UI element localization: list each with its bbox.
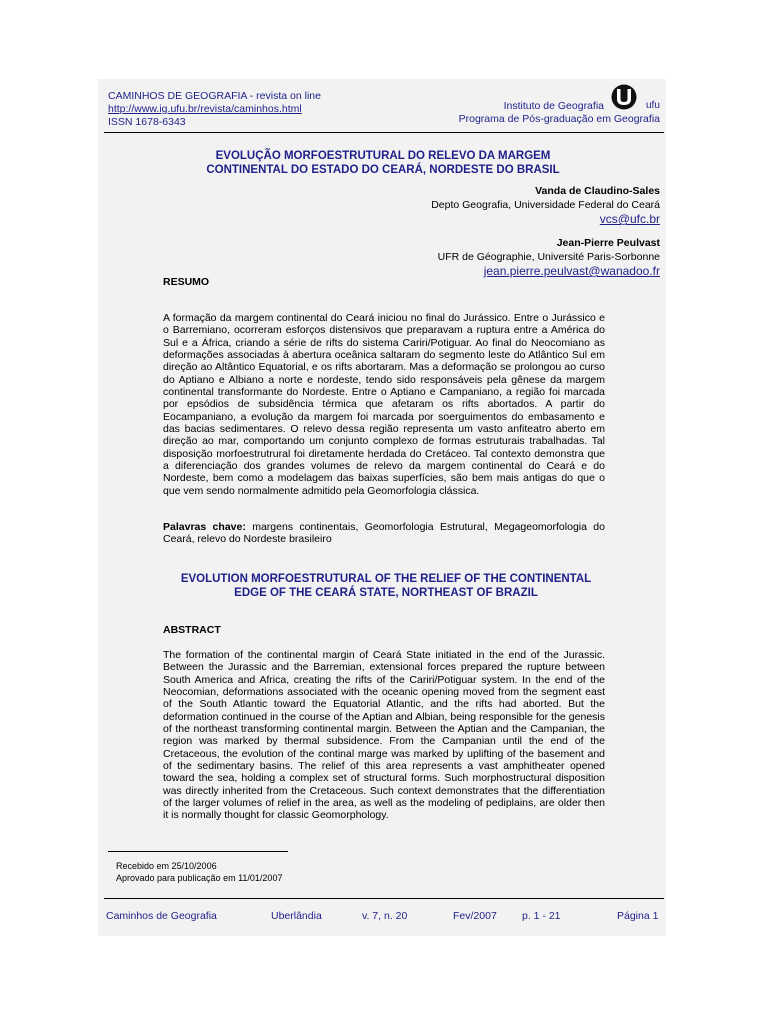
- footer-journal: Caminhos de Geografia: [106, 910, 217, 922]
- article-title-en: [160, 572, 612, 600]
- resumo-text: A formação da margem continental do Ceará iniciou no final do Jurássico. Entre o Jurássico e o Barremiano, ocorreram esforços distensivos que preparavam a ruptura entre a América do Sul e a África, criando a série de rifts do sistema Cariri/Potiguar. Ao final do Neocomiano as deformações associadas à abertura oceânica saltaram do segmento leste do Atlântico Sul em direção ao Altântico Equatorial, e os rifts abortaram. Mas a deformação se prolongou ao curso do Aptiano e Albiano a norte e nordeste, tendo sido responsáveis pela gênese da margem continental transformante do Nordeste. Entre o Aptiano e Campaniano, a região foi marcada por epsódios de subsidência térmica que afetaram os rifts abortados. A partir do Eocampaniano, a evolução da margem foi marcada por soerguimentos do embasamento e das bacias sedimentares. O relevo dessa região representa um vasto anfiteatro aberto em direção ao mar, comportando um conjunto complexo de formas estruturais trabalhadas. Tal disposição morfoestrutrural foi diretamente herdada do Cretáceo. Tal contexto demonstra que a diferenciação dos grandes volumes de relevo da margem continental do Ceará e do Nordeste, bem como a modelagem das baixas superfícies, são bem mais antigas do que o que vem sendo normalmente admitido pela Geomorfologia clássica.: [163, 312, 605, 497]
- institute-name: Instituto de Geografia: [503, 100, 604, 112]
- title-pt-line-1: EVOLUÇÃO MORFOESTRUTURAL DO RELEVO DA MARGEM: [215, 150, 551, 162]
- author-1: [431, 185, 660, 227]
- author-name: Vanda de Claudino-Sales: [535, 185, 660, 197]
- program-name: Programa de Pós-graduação em Geografia: [458, 113, 660, 125]
- title-en-line-2: EDGE OF THE CEARÁ STATE, NORTHEAST OF BRAZIL: [234, 587, 538, 599]
- ufu-label: ufu: [646, 100, 660, 111]
- institute-header: [504, 100, 604, 113]
- keywords-text: margens continentais, Geomorfologia Estrutural, Megageomorfologia do Ceará, relevo do Nordeste brasileiro: [163, 521, 605, 546]
- received-date: Recebido em 25/10/2006: [116, 861, 217, 871]
- journal-name: CAMINHOS DE GEOGRAFIA - revista on line: [108, 90, 321, 102]
- title-en-line-1: EVOLUTION MORFOESTRUTURAL OF THE RELIEF OF THE CONTINENTAL: [180, 573, 592, 585]
- footer-city: Uberlândia: [271, 910, 322, 922]
- journal-header: [108, 90, 321, 129]
- resumo-heading: RESUMO: [163, 276, 210, 288]
- footer-volume: v. 7, n. 20: [362, 910, 408, 922]
- program-header: [459, 113, 660, 126]
- author-affiliation: UFR de Géographie, Université Paris-Sorbonne: [437, 251, 660, 263]
- title-pt-line-2: CONTINENTAL DO ESTADO DO CEARÁ, NORDESTE DO BRASIL: [206, 164, 560, 176]
- author-email-link[interactable]: jean.pierre.peulvast@wanadoo.fr: [483, 264, 660, 278]
- footer-pages: p. 1 - 21: [522, 910, 561, 922]
- author-email-link[interactable]: vcs@ufc.br: [599, 212, 660, 226]
- journal-url-link[interactable]: http://www.ig.ufu.br/revista/caminhos.html: [108, 103, 302, 115]
- article-title-pt: [160, 149, 606, 177]
- footnote-divider: [108, 851, 288, 852]
- keywords-label: Palavras chave:: [163, 521, 246, 533]
- abstract-heading: ABSTRACT: [163, 624, 221, 636]
- footer-date: Fev/2007: [453, 910, 497, 922]
- issn: ISSN 1678-6343: [108, 116, 186, 128]
- footnotes: [116, 860, 282, 884]
- approved-date: Aprovado para publicação em 11/01/2007: [116, 873, 283, 883]
- ufu-logo-icon: [609, 84, 639, 110]
- author-affiliation: Depto Geografia, Universidade Federal do Ceará: [431, 199, 660, 211]
- keywords: [163, 521, 605, 546]
- author-name: Jean-Pierre Peulvast: [556, 237, 660, 249]
- footer-page-number: Página 1: [617, 910, 659, 922]
- abstract-text: The formation of the continental margin of Ceará State initiated in the end of the Jurassic. Between the Jurassic and the Barremian, extensional forces prepared the rupture between South America and Africa, creating the rifts of the Cariri/Potiguar system. In the end of the Neocomian, deformations associated with the oceanic opening moved from the segment east of the South Atlantic toward the Equatorial Atlantic, and the rifts had aborted. But the deformation continued in the course of the Aptian and Albian, being responsible for the genesis of the northeast transforming continental margin. Between the Aptian and the Campanian, the region was marked by thermal subsidence. From the Campanian until the end of the Cretaceous, the evolution of the continal marge was marked by uplifting of the basement and of the sedimentary basins. The relief of this area represents a vast amphitheater opened toward the sea, holding a complex set of structural forms. Such morphostructural disposition was directly inherited from the Cretaceous. Such context demonstrates that the differentiation of the larger volumes of relief in the area, as well as the modeling of pediplains, are older then it is normally thought for classic Geomorphology.: [163, 649, 605, 822]
- footer-divider: [104, 898, 664, 899]
- header-divider: [104, 132, 664, 133]
- author-2: [438, 237, 660, 279]
